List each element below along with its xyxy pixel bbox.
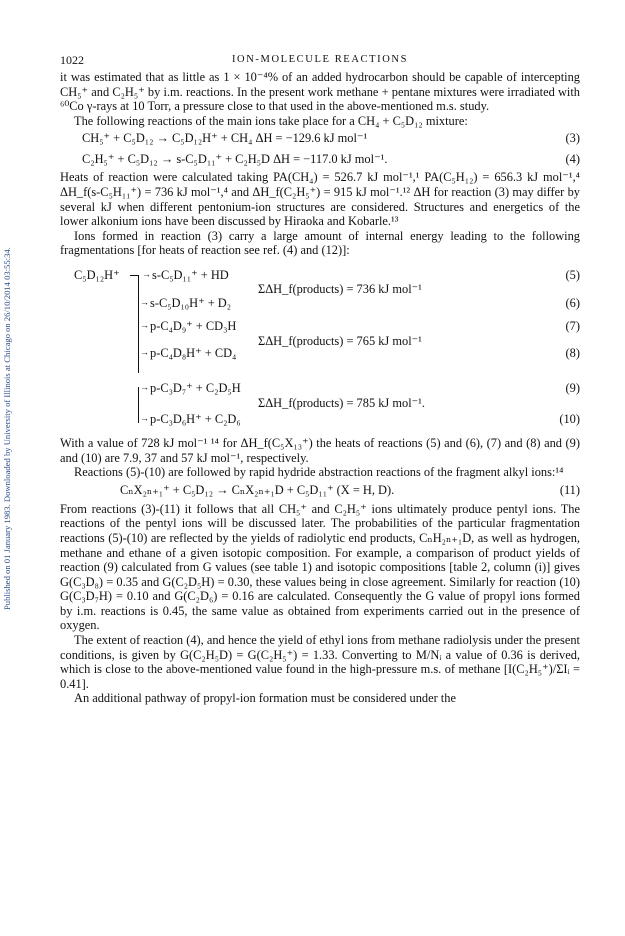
arrow-icon: → xyxy=(140,319,149,330)
equation-11-formula: CₙX₂ₙ₊₁⁺ + C₅D₁₂ → CₙX₂ₙ₊₁D + C₅D₁₁⁺ (X = H, D). xyxy=(120,482,395,497)
scheme-connector xyxy=(130,275,138,276)
reaction-5-number: (5) xyxy=(565,267,580,282)
arrow-icon: → xyxy=(140,412,149,423)
reaction-9-number: (9) xyxy=(565,380,580,395)
reaction-9-products: p-C₃D₇⁺ + C₂D₅H xyxy=(150,380,241,395)
paragraph-5: With a value of 728 kJ mol⁻¹ ¹⁴ for ΔH_f(C₅X₁₃⁺) the heats of reactions (5) and (6), (7) and (8) and (9) and (10) are 7.9, 37 and 57 kJ mol⁻¹, respectively. xyxy=(60,435,580,465)
equation-3 xyxy=(60,128,580,149)
reaction-5-products: s-C₅D₁₁⁺ + HD xyxy=(152,267,229,282)
article-body xyxy=(60,70,580,706)
reaction-6-products: s-C₅D₁₀H⁺ + D₂ xyxy=(150,295,232,310)
enthalpy-sum-2: ΣΔH_f(products) = 765 kJ mol⁻¹ xyxy=(258,333,422,348)
running-title: ION-MOLECULE REACTIONS xyxy=(231,54,409,65)
arrow-icon: → xyxy=(140,381,149,392)
reaction-10-number: (10) xyxy=(559,411,580,426)
paragraph-1: it was estimated that as little as 1 × 10⁻⁴% of an added hydrocarbon should be capable of intercepting CH₅⁺ and C₂H₅⁺ by i.m. reactions. In the present work methane + pentane mixtures were irradiated with ⁶⁰Co γ-rays at 10 Torr, a pressure close to that used in the above-mentioned m.s. study. xyxy=(60,70,580,114)
paragraph-4: Ions formed in reaction (3) carry a large amount of internal energy leading to the following fragmentations [for heats of reaction see ref. (4) and (12)]: xyxy=(60,228,580,258)
arrow-icon: → xyxy=(140,346,149,357)
reaction-8-number: (8) xyxy=(565,345,580,360)
equation-3-number: (3) xyxy=(565,131,580,146)
reaction-6-number: (6) xyxy=(565,295,580,310)
fragmentation-scheme-lower xyxy=(60,381,580,429)
download-watermark: Published on 01 January 1983. Downloaded by University of Illinois at Chicago on 26/10/2014 03:55:34. xyxy=(2,247,12,610)
reaction-7-number: (7) xyxy=(565,318,580,333)
paragraph-2: The following reactions of the main ions take place for a CH₄ + C₅D₁₂ mixture: xyxy=(74,113,468,128)
equation-4-formula: C₂H₅⁺ + C₅D₁₂ → s-C₅D₁₁⁺ + C₂H₅D ΔH = −117.0 kJ mol⁻¹. xyxy=(82,152,388,167)
enthalpy-sum-3: ΣΔH_f(products) = 785 kJ mol⁻¹. xyxy=(258,395,425,410)
fragmentation-scheme xyxy=(60,264,580,382)
reaction-10-products: p-C₃D₆H⁺ + C₂D₆ xyxy=(150,411,241,426)
running-header xyxy=(60,53,580,67)
equation-4-number: (4) xyxy=(565,152,580,167)
fragmentation-reactant: C₅D₁₂H⁺ xyxy=(74,267,120,282)
paragraph-3: Heats of reaction were calculated taking PA(CH₄) = 526.7 kJ mol⁻¹,¹ PA(C₅H₁₂) = 656.3 kJ mol⁻¹,⁴ ΔH_f(s-C₅H₁₁⁺) = 736 kJ mol⁻¹,⁴ and ΔH_f(C₂H₅⁺) = 915 kJ mol⁻¹.¹² ΔH for reaction (3) may differ by several kJ when different pentonium-ion structures are considered. Structures and energetics of the lower alkonium ions have been discussed by Hiraoka and Kobarle.¹³ xyxy=(60,170,580,229)
arrow-icon: → xyxy=(142,268,151,279)
enthalpy-sum-1: ΣΔH_f(products) = 736 kJ mol⁻¹ xyxy=(258,281,422,296)
paragraph-9: An additional pathway of propyl-ion formation must be considered under the xyxy=(74,691,456,706)
scheme-bracket xyxy=(138,387,139,423)
equation-4 xyxy=(60,149,580,170)
paragraph-7: From reactions (3)-(11) it follows that all CH₅⁺ and C₂H₅⁺ ions ultimately produce pentyl ions. The reactions of the pentyl ions will be discussed later. The probabilities of the particular fragmentation reactions (5)-(10) are reflected by the yields of radiolytic end products, CₙH₂ₙ₊₁D, as well as hydrogen, methane and ethane of a given isotopic composition. For example, a comparison of product yields of reaction (9) calculated from G values (see table 1) and isotopic compositions [table 2, column (i)] gives G(C₃D₈) = 0.35 and G(C₂D₅H) = 0.30, these values being in close agreement. Similarly for reaction (10) G(C₃D₇H) = 0.10 and G(C₂D₆) = 0.16 are calculated. Consequently the G value of propyl ions formed by i.m. reactions is 0.45, the same value as obtained from experiments carried out in the presence of oxygen. xyxy=(60,501,580,633)
equation-3-formula: CH₅⁺ + C₅D₁₂ → C₅D₁₂H⁺ + CH₄ ΔH = −129.6 kJ mol⁻¹ xyxy=(82,131,368,146)
paragraph-8: The extent of reaction (4), and hence the yield of ethyl ions from methane radiolysis under the present conditions, is given by G(C₂H₅D) = G(C₂H₅⁺) = 1.33. Converting to M/Nᵢ a value of 0.36 is derived, which is close to the above-mentioned value found in the high-pressure m.s. of methane [I(C₂H₅⁺)/ΣIᵢ = 0.41]. xyxy=(60,633,580,691)
equation-11-number: (11) xyxy=(559,482,580,497)
page-number: 1022 xyxy=(60,53,84,67)
reaction-8-products: p-C₄D₈H⁺ + CD₄ xyxy=(150,345,237,360)
paragraph-6: Reactions (5)-(10) are followed by rapid hydride abstraction reactions of the fragment alkyl ions:¹⁴ xyxy=(74,465,564,480)
reaction-7-products: p-C₄D₉⁺ + CD₃H xyxy=(150,318,237,333)
equation-11 xyxy=(60,480,580,502)
arrow-icon: → xyxy=(140,296,149,307)
scheme-bracket xyxy=(138,275,139,373)
